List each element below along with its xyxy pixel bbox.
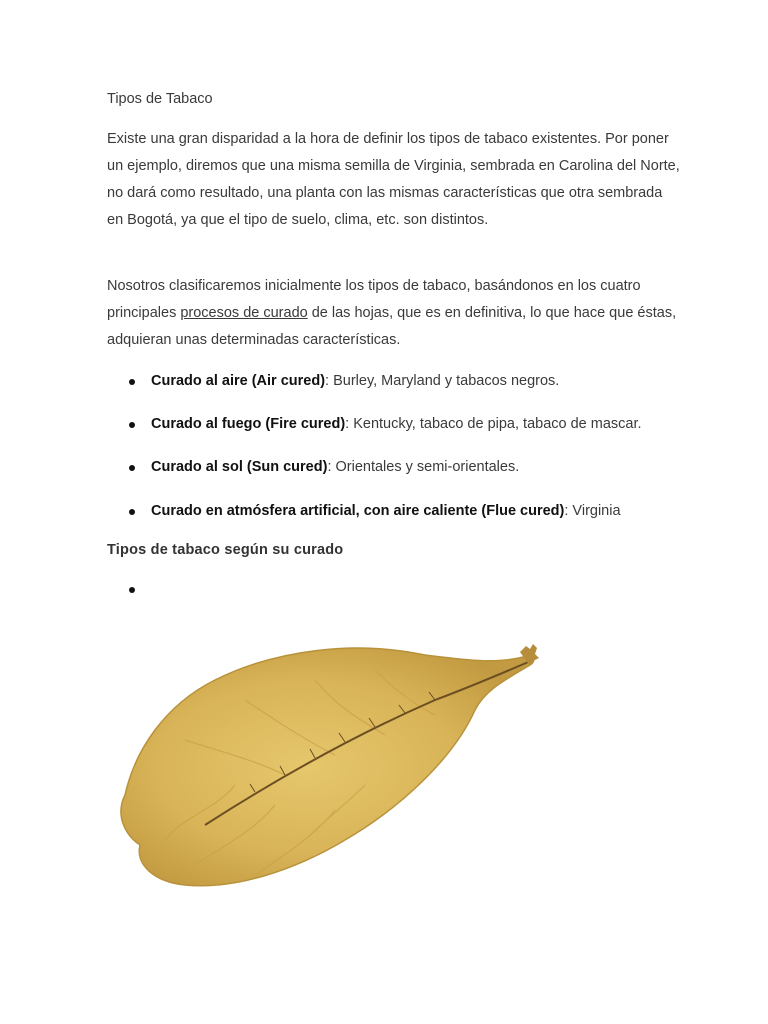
list-item-text: : Orientales y semi-orientales.	[327, 459, 520, 475]
section-subheading: Tipos de tabaco según su curado	[107, 542, 344, 558]
bullet-icon	[129, 465, 135, 471]
list-item-bold: Curado en atmósfera artificial, con aire caliente (Flue cured)	[151, 503, 565, 519]
curing-processes-link[interactable]: procesos de curado	[180, 305, 308, 321]
list-item-text: : Kentucky, tabaco de pipa, tabaco de mascar.	[345, 416, 642, 432]
list-item	[107, 503, 621, 519]
document-title: Tipos de Tabaco	[107, 91, 213, 107]
list-item-text: : Virginia	[564, 503, 621, 519]
paragraph-text-end: de las hojas, que es en definitiva, lo que hace que éstas, adquieran unas determinadas características.	[107, 305, 677, 348]
bullet-icon	[129, 379, 135, 385]
paragraph-text-start: Nosotros clasificaremos inicialmente los tipos de tabaco, basándonos en los cuatro principales	[107, 278, 641, 321]
list-item-bold: Curado al sol (Sun cured)	[151, 459, 328, 475]
list-item-bold: Curado al aire (Air cured)	[151, 373, 326, 389]
list-item	[107, 459, 519, 475]
empty-bullet-icon	[129, 587, 135, 593]
bullet-icon	[129, 422, 135, 428]
intro-paragraph: Existe una gran disparidad a la hora de definir los tipos de tabaco existentes. Por poner un ejemplo, diremos que una misma semilla de Virginia, sembrada en Carolina del Norte, no dará como resultado, una planta con las mismas características que otra sembrada en Bogotá, ya que el tipo de suelo, clima, etc. son distintos.	[107, 131, 680, 228]
bullet-icon	[129, 509, 135, 515]
list-item-text: : Burley, Maryland y tabacos negros.	[325, 373, 560, 389]
tobacco-leaf-image	[105, 610, 555, 900]
list-item-bold: Curado al fuego (Fire cured)	[151, 416, 346, 432]
list-item	[107, 416, 642, 432]
list-item	[107, 373, 559, 389]
classification-paragraph	[107, 273, 682, 354]
